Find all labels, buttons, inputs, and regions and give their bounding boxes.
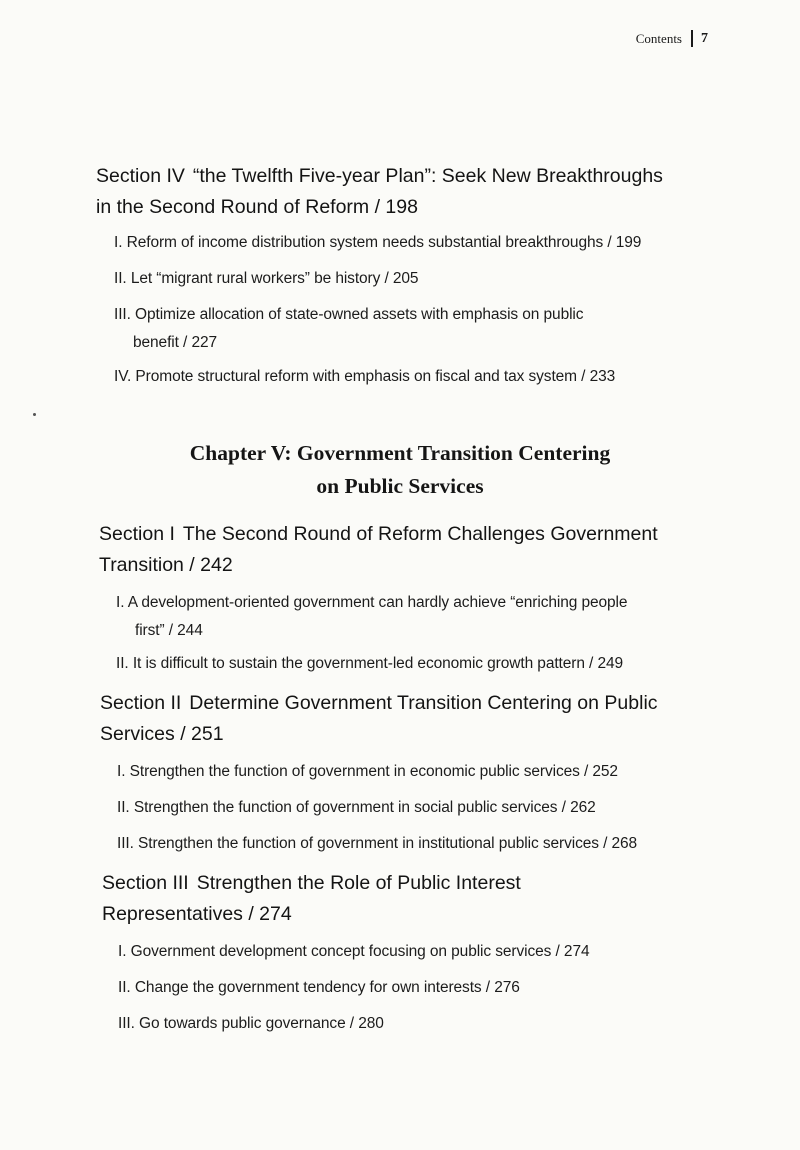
section-iv-heading xyxy=(96,161,663,223)
toc-item xyxy=(117,794,596,822)
toc-item-text-continued: benefit / 227 xyxy=(133,334,218,351)
toc-item-text: II. Change the government tendency for own interests / 276 xyxy=(118,979,520,996)
page-number: 7 xyxy=(701,30,708,46)
toc-item-text: II. Let “migrant rural workers” be history / 205 xyxy=(114,270,419,287)
toc-item xyxy=(114,229,641,257)
section-ii-heading xyxy=(100,688,658,750)
toc-item xyxy=(117,830,637,858)
section-label: Section IV xyxy=(96,165,185,187)
toc-item xyxy=(114,265,418,293)
chapter-v-heading xyxy=(0,437,800,503)
stray-mark xyxy=(33,413,36,416)
section-heading-line xyxy=(99,519,658,550)
section-label: Section II xyxy=(100,692,182,714)
toc-item xyxy=(118,938,590,966)
running-header-title: Contents xyxy=(635,30,682,46)
toc-item-text: III. Go towards public governance / 280 xyxy=(118,1015,384,1032)
toc-item xyxy=(116,650,623,678)
toc-item-text: I. Reform of income distribution system needs substantial breakthroughs / 199 xyxy=(114,234,642,251)
section-iii-heading xyxy=(102,868,521,930)
section-heading-line xyxy=(102,868,521,899)
chapter-heading-line: Chapter V: Government Transition Centering xyxy=(189,441,611,465)
section-label: Section I xyxy=(99,523,175,545)
toc-item-text: II. Strengthen the function of government in social public services / 262 xyxy=(117,799,596,816)
section-heading-line xyxy=(96,161,663,192)
running-header-separator xyxy=(691,30,693,47)
section-title: The Second Round of Reform Challenges Government xyxy=(182,523,658,545)
section-title: “the Twelfth Five-year Plan”: Seek New Breakthroughs xyxy=(192,165,663,187)
section-heading-line: Representatives / 274 xyxy=(102,903,292,925)
toc-item xyxy=(114,363,615,391)
toc-item-text: I. Strengthen the function of government in economic public services / 252 xyxy=(117,763,618,780)
section-label: Section III xyxy=(102,872,189,894)
toc-item-text: IV. Promote structural reform with emphasis on fiscal and tax system / 233 xyxy=(114,368,616,385)
toc-item xyxy=(118,1010,384,1038)
section-title: Determine Government Transition Centering on Public xyxy=(189,692,658,714)
section-i-heading xyxy=(99,519,658,581)
toc-item-text: II. It is difficult to sustain the government-led economic growth pattern / 249 xyxy=(116,655,624,672)
toc-item xyxy=(116,589,627,645)
toc-item-text: III. Strengthen the function of government in institutional public services / 268 xyxy=(117,835,638,852)
running-header xyxy=(636,30,708,47)
toc-item-text: III. Optimize allocation of state-owned assets with emphasis on public xyxy=(114,306,584,323)
section-heading-line xyxy=(100,688,658,719)
section-heading-line: Services / 251 xyxy=(100,723,224,745)
section-heading-line: in the Second Round of Reform / 198 xyxy=(96,196,418,218)
toc-item-text: I. Government development concept focusing on public services / 274 xyxy=(118,943,590,960)
toc-item xyxy=(114,301,583,357)
chapter-heading-line: on Public Services xyxy=(316,474,484,498)
toc-item-text: I. A development-oriented government can hardly achieve “enriching people xyxy=(116,594,628,611)
section-heading-line: Transition / 242 xyxy=(99,554,233,576)
toc-item xyxy=(118,974,520,1002)
toc-item-text-continued: first” / 244 xyxy=(135,622,203,639)
section-title: Strengthen the Role of Public Interest xyxy=(196,872,521,894)
toc-item xyxy=(117,758,618,786)
